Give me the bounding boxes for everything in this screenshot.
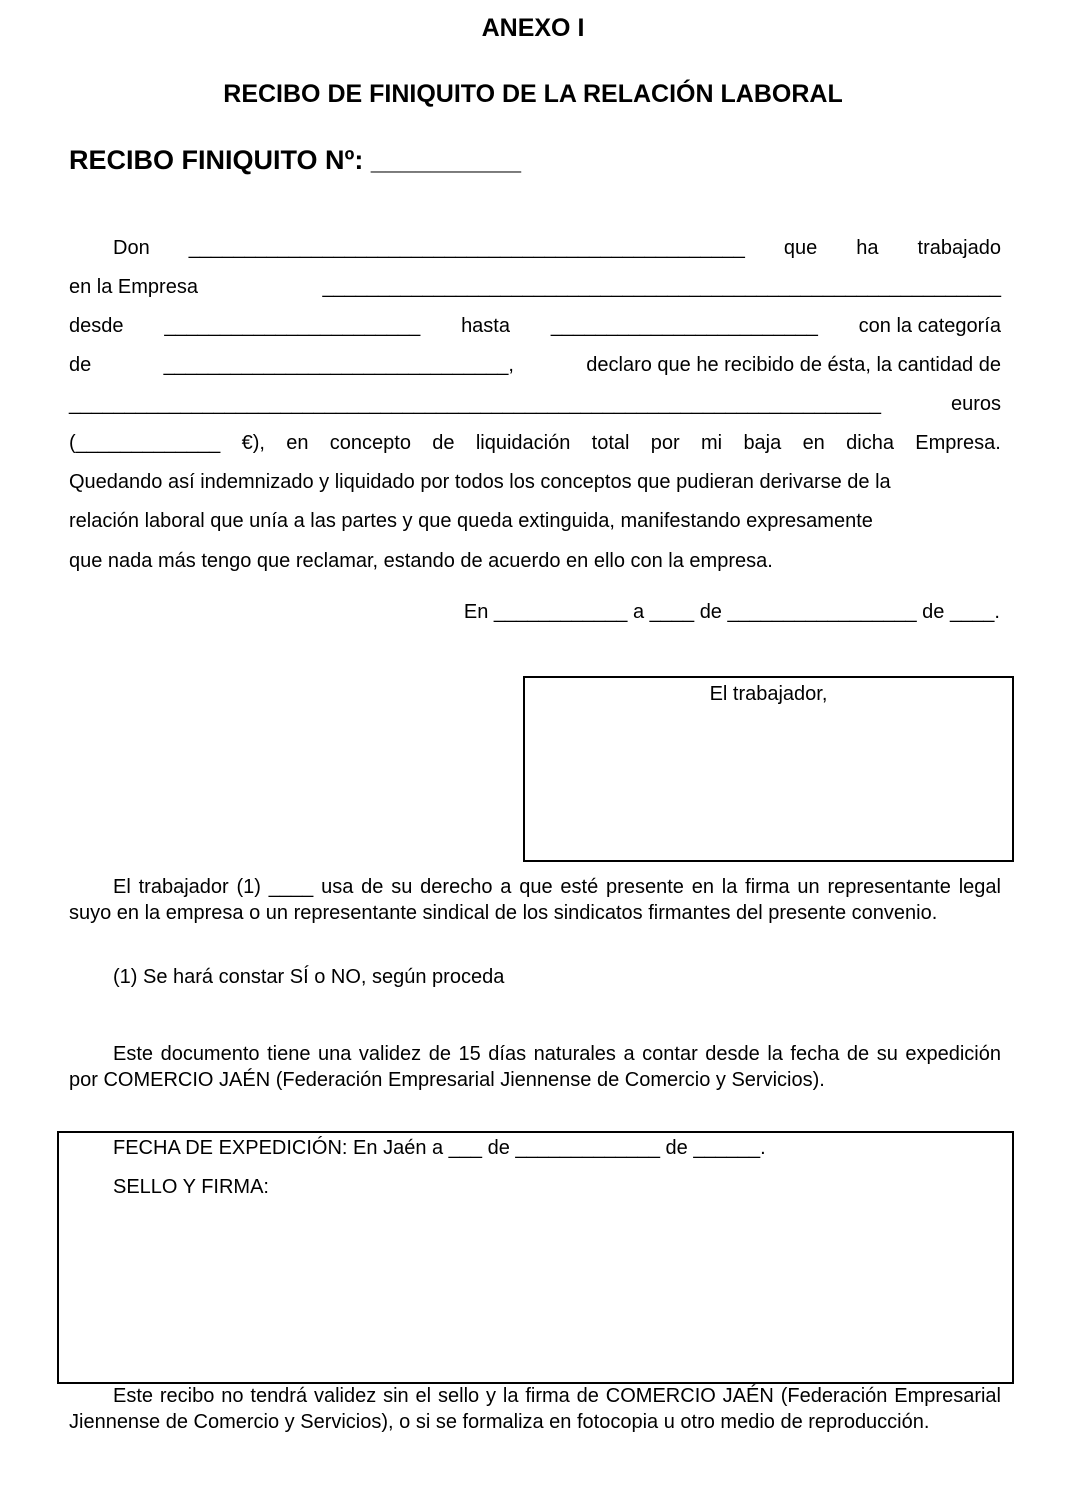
body-line-segment: concepto — [329, 432, 411, 454]
body-line-segment: euros — [950, 393, 1001, 415]
body-line-segment: Don — [113, 237, 150, 259]
body-line-segment: hasta — [461, 315, 510, 337]
document-subtitle: RECIBO DE FINIQUITO DE LA RELACIÓN LABORAL — [223, 80, 843, 108]
body-line — [69, 471, 1001, 494]
body-line-segment: _________________________________________________________________________ — [69, 393, 881, 415]
body-line — [69, 354, 1001, 377]
body-line-segment: en — [286, 432, 309, 454]
body-line-segment: con la categoría — [858, 315, 1001, 337]
body-line-segment: en la Empresa — [69, 276, 198, 298]
body-line-segment: desde — [69, 315, 124, 337]
body-line-segment: Empresa. — [915, 432, 1001, 454]
annex-title: ANEXO I — [481, 14, 585, 42]
body-line-segment: ________________________ — [550, 315, 818, 337]
body-line-segment: trabajado — [917, 237, 1001, 259]
issue-date-line: FECHA DE EXPEDICIÓN: En Jaén a ___ de _____________ de ______. — [113, 1137, 766, 1159]
body-line-segment: _______________________ — [164, 315, 421, 337]
body-last-line: que nada más tengo que reclamar, estando de acuerdo en ello con la empresa. — [69, 550, 773, 572]
body-line — [113, 237, 1001, 260]
body-line — [69, 315, 1001, 338]
date-place-line: En ____________ a ____ de _________________ de ____. — [463, 601, 1000, 623]
stamp-signature-label: SELLO Y FIRMA: — [113, 1176, 269, 1198]
body-line-segment: €), — [241, 432, 265, 454]
body-line — [69, 510, 1001, 533]
body-line-segment: ha — [856, 237, 879, 259]
body-line-segment: de — [432, 432, 455, 454]
body-line-segment: (_____________ — [69, 432, 221, 454]
body-line-segment: por — [650, 432, 680, 454]
body-line-segment: __________________________________________________ — [188, 237, 745, 259]
footnote: (1) Se hará constar SÍ o NO, según proceda — [113, 966, 505, 988]
body-line-segment: Quedando así indemnizado y liquidado por todos los conceptos que pudieran derivarse de la — [69, 471, 891, 493]
body-line-segment: _____________________________________________________________ — [322, 276, 1001, 298]
body-line-segment: _______________________________, — [163, 354, 514, 376]
worker-signature-box — [523, 676, 1014, 862]
body-line-segment: mi — [701, 432, 723, 454]
validity-paragraph: Este documento tiene una validez de 15 días naturales a contar desde la fecha de su expedición por COMERCIO JAÉN (Federación Empresarial Jiennense de Comercio y Servicios). — [69, 1043, 1001, 1091]
body-line-segment: de — [69, 354, 92, 376]
body-line-segment: total — [591, 432, 630, 454]
worker-signature-label: El trabajador, — [709, 683, 828, 705]
body-line-segment: relación laboral que unía a las partes y que queda extinguida, manifestando expresamente — [69, 510, 873, 532]
body-line-segment: liquidación — [475, 432, 571, 454]
body-line-segment: baja — [743, 432, 782, 454]
final-paragraph: Este recibo no tendrá validez sin el sello y la firma de COMERCIO JAÉN (Federación Empresarial Jiennense de Comercio y Servicios), o si se formaliza en fotocopia u otro medio de reproducción. — [69, 1385, 1001, 1433]
representative-paragraph: El trabajador (1) ____ usa de su derecho a que esté presente en la firma un representante legal suyo en la empresa o un representante sindical de los sindicatos firmantes del presente convenio. — [69, 876, 1001, 924]
issuance-box — [57, 1131, 1014, 1384]
body-line-segment: declaro que he recibido de ésta, la cantidad de — [586, 354, 1001, 376]
body-line-segment: en — [802, 432, 825, 454]
body-line — [69, 393, 1001, 416]
body-line-segment: dicha — [846, 432, 894, 454]
body-line — [69, 432, 1001, 455]
receipt-number-heading: RECIBO FINIQUITO Nº: __________ — [69, 145, 522, 175]
body-line — [69, 276, 1001, 299]
body-line-segment: que — [783, 237, 818, 259]
